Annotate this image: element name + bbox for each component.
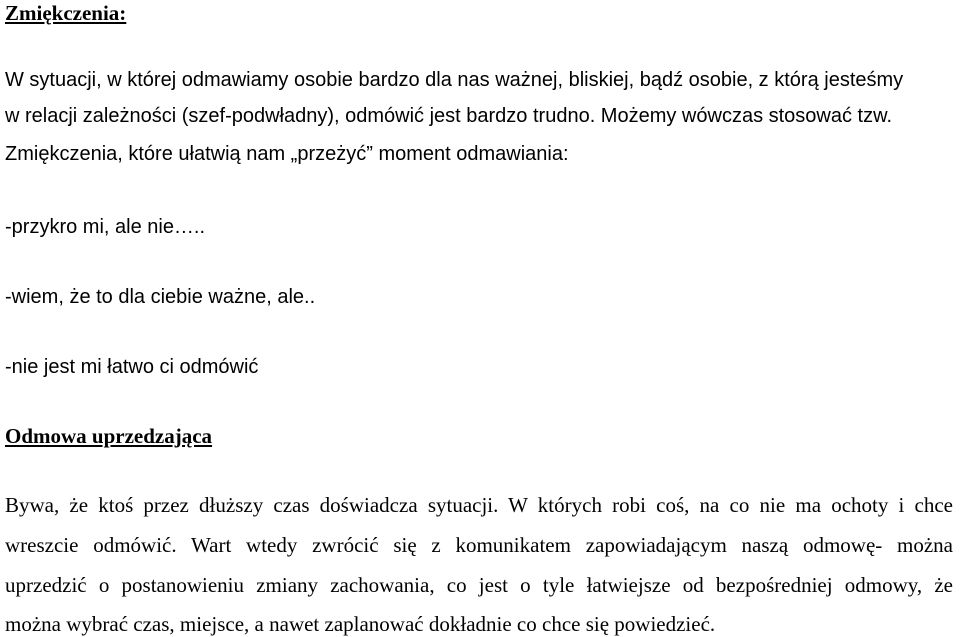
paragraph-line: Bywa, że ktoś przez dłuższy czas doświadcza sytuacji. W których robi coś, na co nie ma ochoty i chce bbox=[5, 493, 953, 517]
paragraph-line: uprzedzić o postanowieniu zmiany zachowania, co jest o tyle łatwiejsze od bezpośredniej odmowy, że bbox=[5, 573, 953, 597]
example-phrase: -nie jest mi łatwo ci odmówić bbox=[5, 356, 259, 378]
example-phrase: -wiem, że to dla ciebie ważne, ale.. bbox=[5, 286, 316, 308]
paragraph-line: W sytuacji, w której odmawiamy osobie bardzo dla nas ważnej, bliskiej, bądź osobie, z którą jesteśmy bbox=[5, 69, 904, 91]
section-heading-softeners: Zmiękczenia: bbox=[5, 1, 127, 25]
paragraph-line: w relacji zależności (szef-podwładny), odmówić jest bardzo trudno. Możemy wówczas stosować tzw. bbox=[5, 105, 893, 127]
paragraph-line: Zmiękczenia, które ułatwią nam „przeżyć” moment odmawiania: bbox=[5, 143, 569, 165]
example-phrase: -przykro mi, ale nie….. bbox=[5, 216, 206, 238]
paragraph-line: można wybrać czas, miejsce, a nawet zaplanować dokładnie co chce się powiedzieć. bbox=[5, 612, 716, 636]
paragraph-line: wreszcie odmówić. Wart wtedy zwrócić się z komunikatem zapowiadającym naszą odmowę- można bbox=[5, 533, 953, 557]
section-heading-preemptive-refusal: Odmowa uprzedzająca bbox=[5, 424, 213, 448]
